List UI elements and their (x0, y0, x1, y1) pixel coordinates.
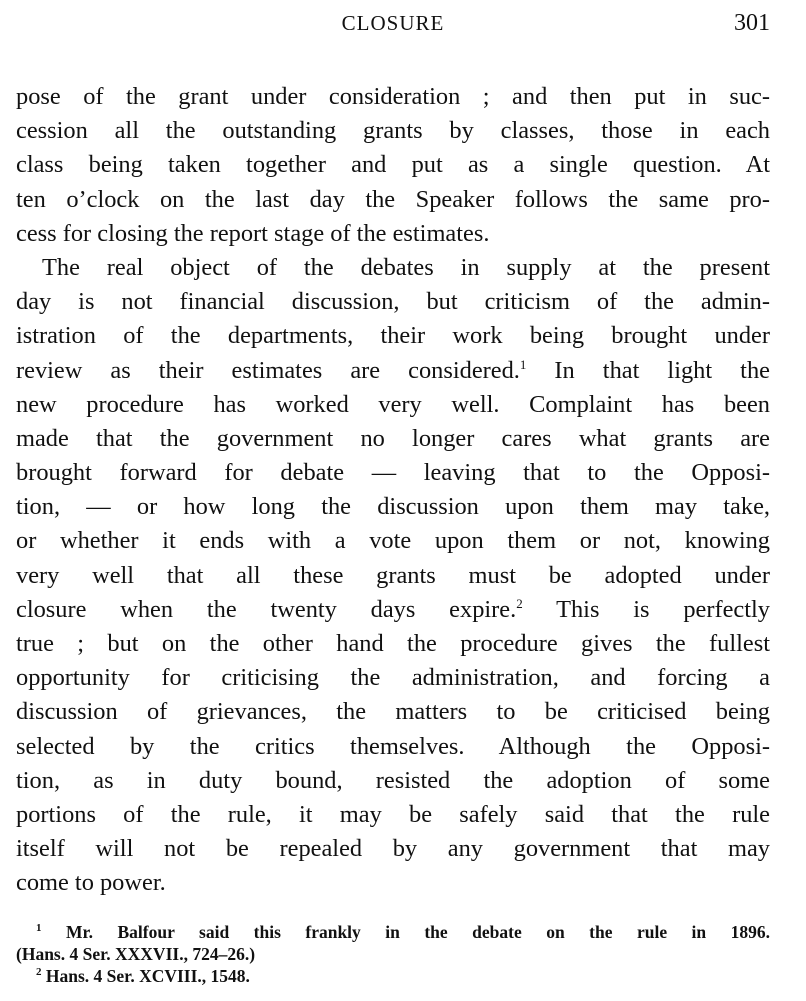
text-line: day is not financial discussion, but criticism of the admin- (16, 288, 770, 316)
paragraph-2 (16, 251, 770, 901)
text-line-with-footnote (16, 354, 770, 388)
footnote-1 (16, 921, 770, 943)
text-line: itself will not be repealed by any government that may (16, 835, 770, 863)
text-line: istration of the departments, their work being brought under (16, 322, 770, 350)
text-line: new procedure has worked very well. Complaint has been (16, 390, 770, 418)
text-line: come to power. (16, 869, 166, 897)
text-line: made that the government no longer cares what grants are (16, 424, 770, 452)
footnote-marker: 2 (36, 965, 42, 978)
line-segment: In that light the (526, 356, 770, 384)
text-line: selected by the critics themselves. Although the Opposi- (16, 732, 770, 760)
text-line: class being taken together and put as a single question. At (16, 151, 770, 179)
text-line: pose of the grant under consideration ; and then put in suc- (16, 83, 770, 110)
text-line: tion, as in duty bound, resisted the adoption of some (16, 766, 770, 794)
text-line: ten o’clock on the last day the Speaker follows the same pro- (16, 185, 770, 213)
footnote-marker: 1 (36, 921, 42, 934)
footnote-1-continuation: (Hans. 4 Ser. XXXVII., 724–26.) (16, 943, 256, 964)
footnote-text: Hans. 4 Ser. XCVIII., 1548. (45, 965, 250, 986)
text-line: true ; but on the other hand the procedure gives the fullest (16, 630, 770, 657)
footnote-2 (16, 965, 770, 987)
paragraph-1 (16, 80, 770, 251)
text-line: discussion of grievances, the matters to be criticised being (16, 698, 770, 726)
text-line-with-footnote (16, 593, 770, 627)
book-page (16, 8, 770, 987)
line-segment: review as their estimates are considered. (16, 356, 520, 384)
text-line: very well that all these grants must be adopted under (16, 561, 770, 589)
running-head (16, 8, 770, 42)
text-line: cess for closing the report stage of the estimates. (16, 219, 490, 247)
page-number: 301 (734, 10, 770, 36)
line-segment: closure when the twenty days expire. (16, 595, 517, 623)
text-line: The real object of the debates in supply at the present (42, 253, 770, 281)
footnote-reference: 1 (519, 356, 527, 372)
text-line: tion, — or how long the discussion upon them may take, (16, 493, 770, 521)
text-line: portions of the rule, it may be safely said that the rule (16, 800, 770, 828)
footnote-reference: 2 (516, 595, 523, 611)
line-segment: This is perfectly (522, 595, 770, 623)
footnote-text: Mr. Balfour said this frankly in the debate on the rule in 1896. (65, 921, 771, 942)
body-text (16, 80, 770, 901)
running-title: CLOSURE (341, 11, 445, 35)
text-line: or whether it ends with a vote upon them or not, knowing (16, 527, 770, 555)
footnotes (16, 921, 770, 987)
text-line: opportunity for criticising the administration, and forcing a (16, 664, 770, 692)
text-line: brought forward for debate — leaving that to the Opposi- (16, 459, 770, 487)
text-line: cession all the outstanding grants by classes, those in each (16, 117, 770, 145)
